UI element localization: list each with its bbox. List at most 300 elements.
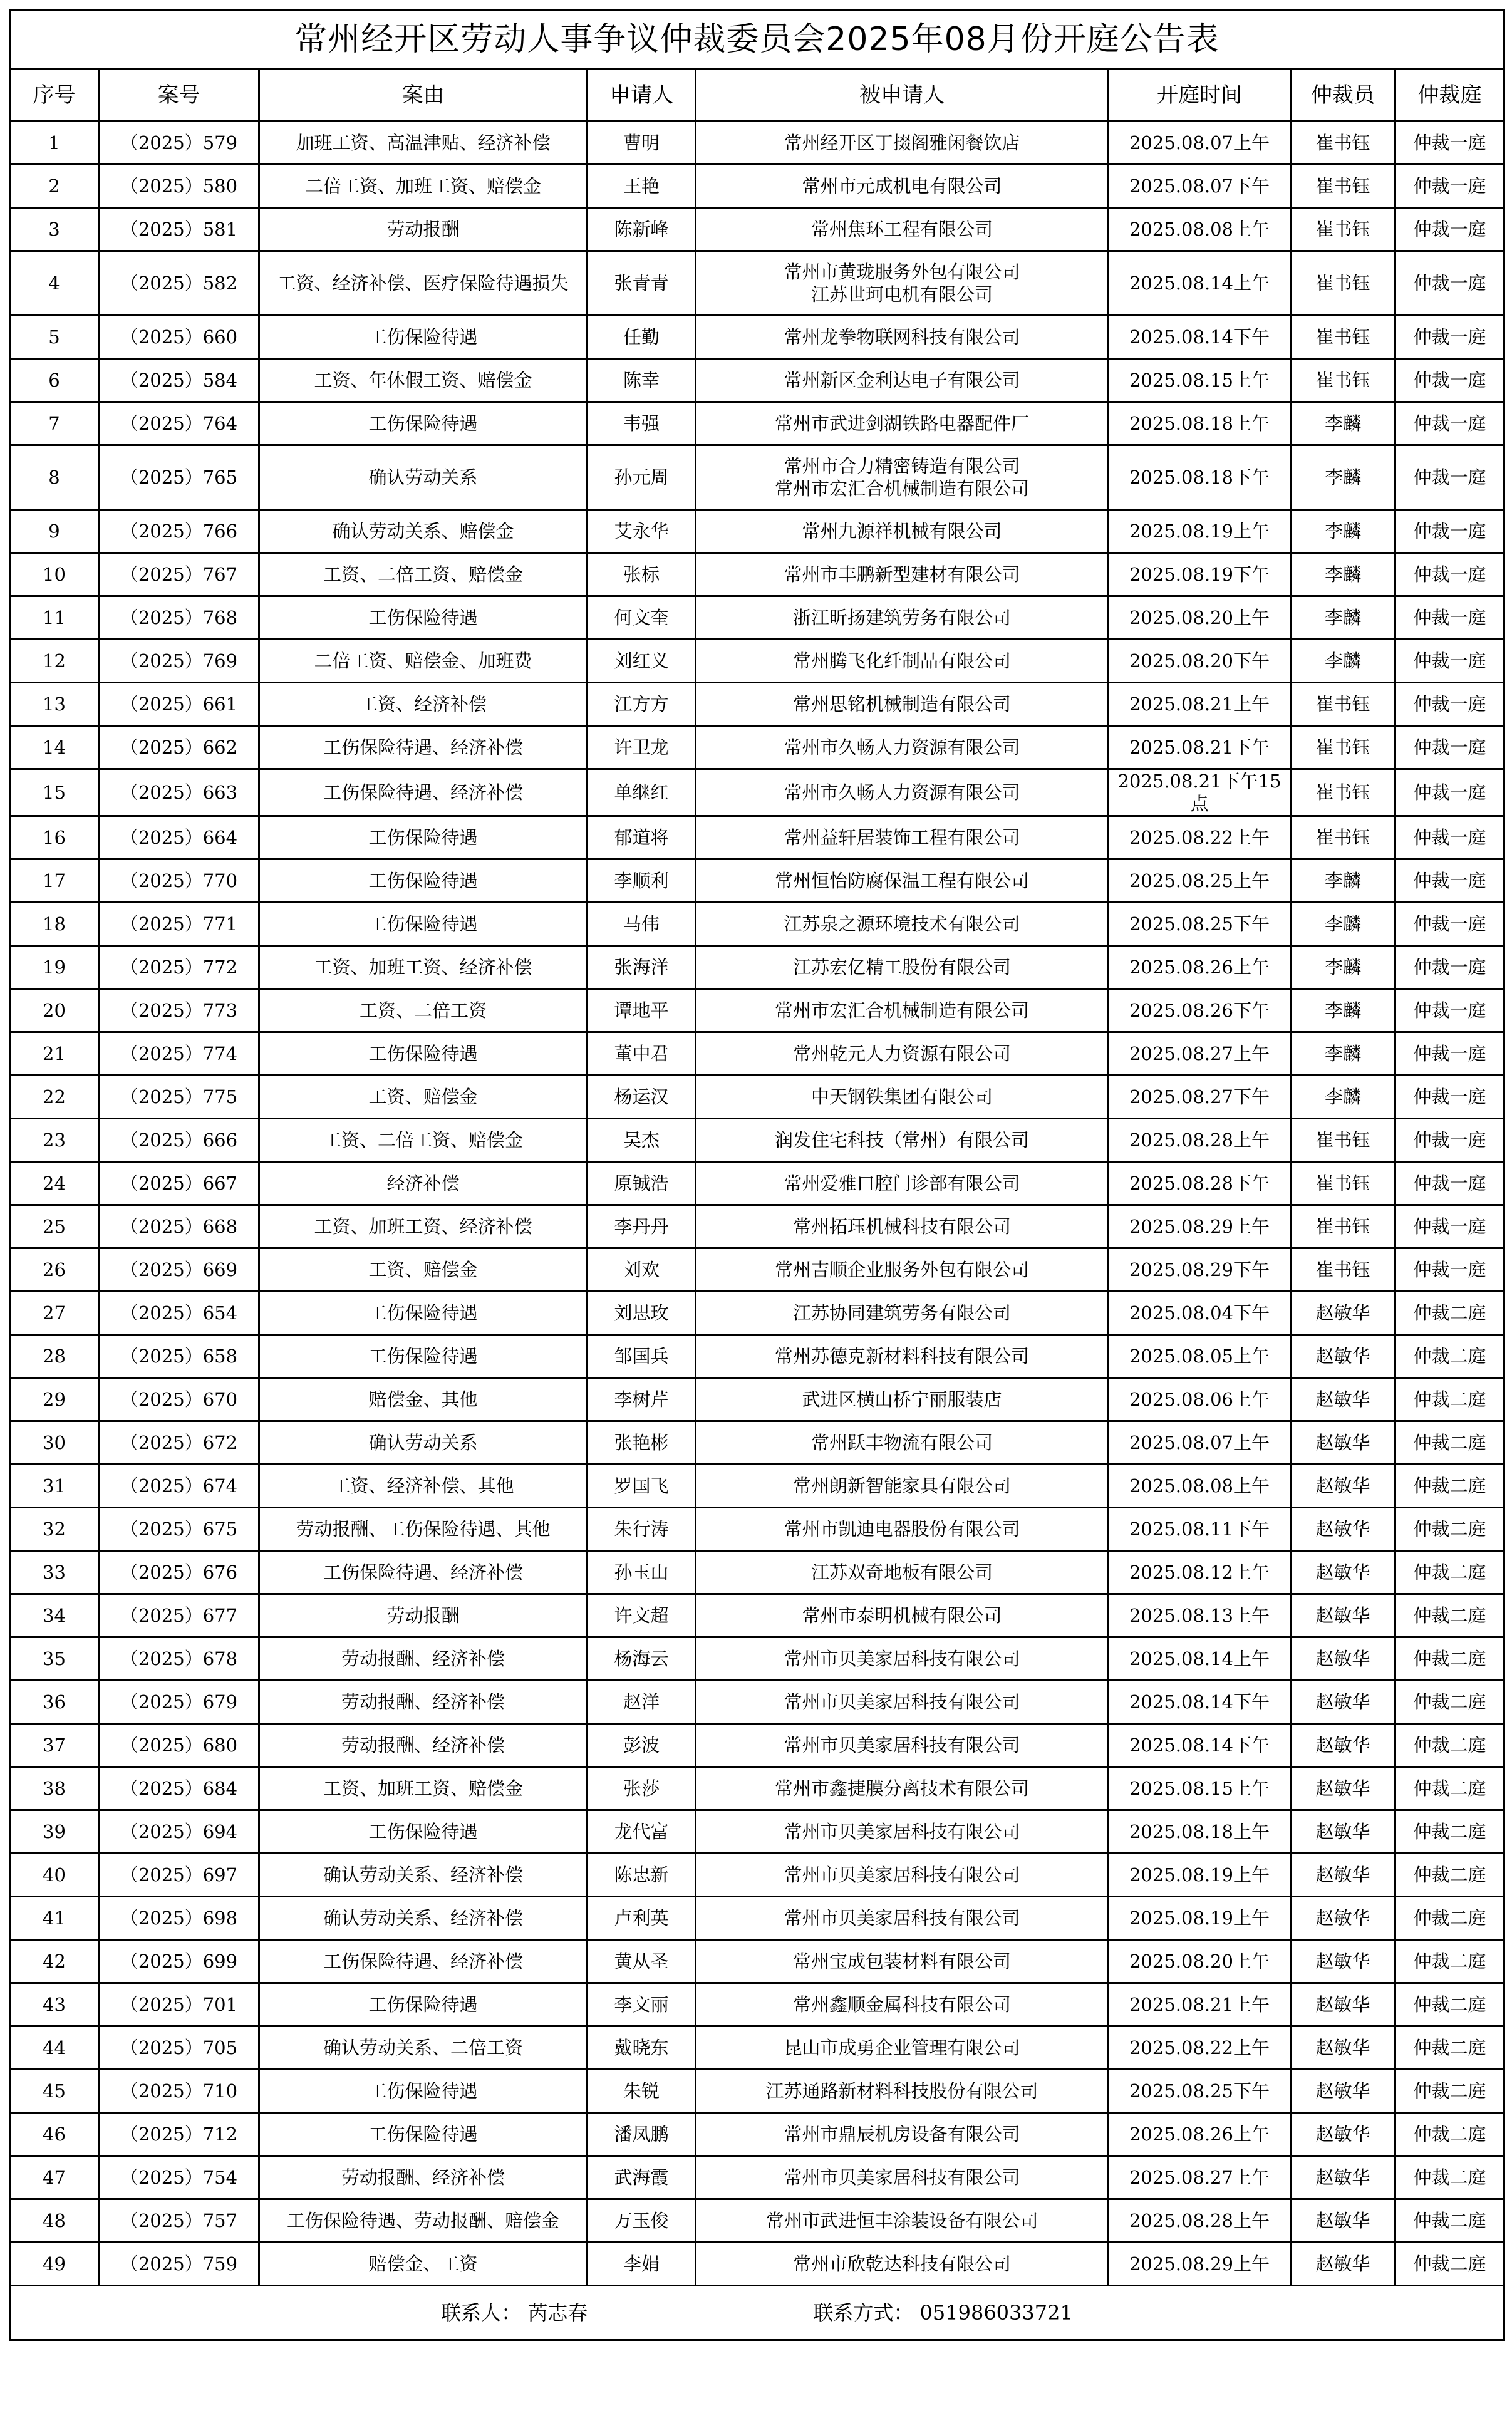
row-index: 31 [10, 1465, 99, 1508]
row-index: 7 [10, 402, 99, 445]
applicant-name: 李树芹 [588, 1378, 696, 1421]
applicant-name: 黄从圣 [588, 1940, 696, 1983]
case-number: （2025）766 [99, 510, 259, 553]
contact-person: 联系人： 芮志春 [441, 2301, 588, 2325]
applicant-name: 罗国飞 [588, 1465, 696, 1508]
applicant-name: 吴杰 [588, 1119, 696, 1162]
respondent-name [696, 1119, 1109, 1162]
respondent-name [696, 946, 1109, 989]
arbitrator-name: 李麟 [1291, 596, 1395, 640]
respondent-name [696, 402, 1109, 445]
hearing-time: 2025.08.19上午 [1109, 1897, 1291, 1940]
respondent-line: 常州市欣乾达科技有限公司 [792, 2253, 1011, 2275]
applicant-name: 何文奎 [588, 596, 696, 640]
respondent-name [696, 1983, 1109, 2026]
hearing-time: 2025.08.28上午 [1109, 1119, 1291, 1162]
case-cause: 工资、经济补偿、医疗保险待遇损失 [259, 251, 588, 316]
respondent-name [696, 1637, 1109, 1681]
respondent-name [696, 1594, 1109, 1637]
case-number: （2025）773 [99, 989, 259, 1032]
respondent-name [696, 1551, 1109, 1594]
applicant-name: 孙玉山 [588, 1551, 696, 1594]
respondent-name [696, 816, 1109, 859]
respondent-line: 常州市贝美家居科技有限公司 [784, 1735, 1020, 1756]
table-row [10, 1940, 1504, 1983]
row-index: 29 [10, 1378, 99, 1421]
applicant-name: 朱锐 [588, 2070, 696, 2113]
arbitrator-name: 赵敏华 [1291, 1292, 1395, 1335]
case-cause: 工伤保险待遇、经济补偿 [259, 726, 588, 769]
row-index: 35 [10, 1637, 99, 1681]
row-index: 22 [10, 1076, 99, 1119]
column-header-case-number: 案号 [99, 70, 259, 122]
hearing-time: 2025.08.21上午 [1109, 683, 1291, 726]
respondent-line: 常州爱雅口腔门诊部有限公司 [784, 1173, 1020, 1194]
applicant-name: 赵洋 [588, 1681, 696, 1724]
respondent-name [696, 1335, 1109, 1378]
applicant-name: 李娟 [588, 2243, 696, 2286]
tribunal-name: 仲裁一庭 [1395, 683, 1504, 726]
case-cause: 劳动报酬 [259, 1594, 588, 1637]
row-index: 12 [10, 640, 99, 683]
tribunal-name: 仲裁二庭 [1395, 1983, 1504, 2026]
case-cause: 劳动报酬、经济补偿 [259, 2156, 588, 2199]
table-row [10, 816, 1504, 859]
tribunal-name: 仲裁一庭 [1395, 903, 1504, 946]
row-index: 40 [10, 1854, 99, 1897]
case-number: （2025）661 [99, 683, 259, 726]
table-row [10, 208, 1504, 251]
respondent-line: 常州市黄珑服务外包有限公司 [784, 261, 1020, 283]
arbitrator-name: 赵敏华 [1291, 1810, 1395, 1854]
respondent-name [696, 903, 1109, 946]
row-index: 2 [10, 165, 99, 208]
row-index: 16 [10, 816, 99, 859]
hearing-time: 2025.08.22上午 [1109, 2026, 1291, 2070]
row-index: 47 [10, 2156, 99, 2199]
hearing-time: 2025.08.21下午15点 [1109, 769, 1291, 816]
case-number: （2025）670 [99, 1378, 259, 1421]
respondent-name [696, 1421, 1109, 1465]
table-row [10, 402, 1504, 445]
arbitrator-name: 崔书钰 [1291, 165, 1395, 208]
row-index: 45 [10, 2070, 99, 2113]
tribunal-name: 仲裁一庭 [1395, 445, 1504, 510]
case-cause: 工伤保险待遇 [259, 1810, 588, 1854]
respondent-line: 常州拓珏机械科技有限公司 [792, 1216, 1011, 1237]
row-index: 8 [10, 445, 99, 510]
column-header-hearing-time: 开庭时间 [1109, 70, 1291, 122]
table-row [10, 1421, 1504, 1465]
respondent-line: 常州市武进恒丰涂装设备有限公司 [765, 2210, 1038, 2231]
row-index: 17 [10, 859, 99, 903]
respondent-name [696, 1162, 1109, 1205]
respondent-name [696, 1854, 1109, 1897]
case-number: （2025）662 [99, 726, 259, 769]
arbitrator-name: 赵敏华 [1291, 1983, 1395, 2026]
hearing-time: 2025.08.25下午 [1109, 2070, 1291, 2113]
table-row [10, 1854, 1504, 1897]
table-row [10, 1335, 1504, 1378]
column-header-applicant: 申请人 [588, 70, 696, 122]
hearing-time: 2025.08.26下午 [1109, 989, 1291, 1032]
arbitrator-name: 李麟 [1291, 1032, 1395, 1076]
respondent-line: 江苏通路新材料科技股份有限公司 [765, 2080, 1038, 2102]
hearing-time: 2025.08.27下午 [1109, 1076, 1291, 1119]
case-cause: 工资、经济补偿 [259, 683, 588, 726]
hearing-time: 2025.08.07上午 [1109, 1421, 1291, 1465]
respondent-line: 常州市丰鹏新型建材有限公司 [784, 564, 1020, 585]
table-row [10, 122, 1504, 165]
column-header-arbitrator: 仲裁员 [1291, 70, 1395, 122]
respondent-line: 常州朗新智能家具有限公司 [792, 1475, 1011, 1497]
tribunal-name: 仲裁二庭 [1395, 1681, 1504, 1724]
tribunal-name: 仲裁一庭 [1395, 359, 1504, 402]
case-number: （2025）584 [99, 359, 259, 402]
case-cause: 赔偿金、工资 [259, 2243, 588, 2286]
case-cause: 工资、经济补偿、其他 [259, 1465, 588, 1508]
arbitrator-name: 崔书钰 [1291, 359, 1395, 402]
respondent-line: 常州市贝美家居科技有限公司 [784, 2167, 1020, 2188]
row-index: 20 [10, 989, 99, 1032]
hearing-time: 2025.08.19上午 [1109, 510, 1291, 553]
case-number: （2025）579 [99, 122, 259, 165]
respondent-name [696, 726, 1109, 769]
case-number: （2025）582 [99, 251, 259, 316]
table-row [10, 2156, 1504, 2199]
case-number: （2025）677 [99, 1594, 259, 1637]
column-header-cause: 案由 [259, 70, 588, 122]
case-number: （2025）678 [99, 1637, 259, 1681]
case-cause: 劳动报酬、工伤保险待遇、其他 [259, 1508, 588, 1551]
respondent-line: 常州市贝美家居科技有限公司 [784, 1821, 1020, 1842]
case-number: （2025）775 [99, 1076, 259, 1119]
respondent-name [696, 1767, 1109, 1810]
case-cause: 二倍工资、赔偿金、加班费 [259, 640, 588, 683]
tribunal-name: 仲裁二庭 [1395, 2113, 1504, 2156]
table-row [10, 1551, 1504, 1594]
row-index: 32 [10, 1508, 99, 1551]
arbitrator-name: 崔书钰 [1291, 316, 1395, 359]
tribunal-name: 仲裁一庭 [1395, 596, 1504, 640]
respondent-line: 江苏协同建筑劳务有限公司 [792, 1302, 1011, 1324]
hearing-time: 2025.08.08上午 [1109, 208, 1291, 251]
case-number: （2025）654 [99, 1292, 259, 1335]
table-row [10, 946, 1504, 989]
table-row [10, 1162, 1504, 1205]
respondent-line: 常州九源祥机械有限公司 [802, 521, 1002, 542]
row-index: 39 [10, 1810, 99, 1854]
tribunal-name: 仲裁一庭 [1395, 816, 1504, 859]
case-cause: 二倍工资、加班工资、赔偿金 [259, 165, 588, 208]
case-cause: 加班工资、高温津贴、经济补偿 [259, 122, 588, 165]
tribunal-name: 仲裁一庭 [1395, 726, 1504, 769]
applicant-name: 江方方 [588, 683, 696, 726]
arbitrator-name: 赵敏华 [1291, 2026, 1395, 2070]
case-cause: 工伤保险待遇、劳动报酬、赔偿金 [259, 2199, 588, 2243]
applicant-name: 曹明 [588, 122, 696, 165]
arbitrator-name: 赵敏华 [1291, 1335, 1395, 1378]
tribunal-name: 仲裁一庭 [1395, 946, 1504, 989]
respondent-line: 江苏双奇地板有限公司 [810, 1562, 993, 1583]
arbitrator-name: 赵敏华 [1291, 1637, 1395, 1681]
contact-phone: 联系方式： 051986033721 [813, 2301, 1073, 2325]
tribunal-name: 仲裁一庭 [1395, 1248, 1504, 1292]
tribunal-name: 仲裁二庭 [1395, 1551, 1504, 1594]
case-cause: 劳动报酬、经济补偿 [259, 1637, 588, 1681]
respondent-name [696, 1465, 1109, 1508]
case-cause: 工资、加班工资、赔偿金 [259, 1767, 588, 1810]
hearing-time: 2025.08.18上午 [1109, 1810, 1291, 1854]
row-index: 13 [10, 683, 99, 726]
tribunal-name: 仲裁一庭 [1395, 769, 1504, 816]
respondent-name [696, 251, 1109, 316]
arbitrator-name: 赵敏华 [1291, 2156, 1395, 2199]
applicant-name: 董中君 [588, 1032, 696, 1076]
hearing-time: 2025.08.13上午 [1109, 1594, 1291, 1637]
respondent-name [696, 316, 1109, 359]
case-number: （2025）580 [99, 165, 259, 208]
hearing-time: 2025.08.12上午 [1109, 1551, 1291, 1594]
table-row [10, 1897, 1504, 1940]
tribunal-name: 仲裁一庭 [1395, 1205, 1504, 1248]
applicant-name: 卢利英 [588, 1897, 696, 1940]
hearing-time: 2025.08.14下午 [1109, 1681, 1291, 1724]
applicant-name: 陈幸 [588, 359, 696, 402]
respondent-line: 中天钢铁集团有限公司 [810, 1086, 993, 1108]
case-number: （2025）663 [99, 769, 259, 816]
respondent-line: 常州腾飞化纤制品有限公司 [792, 650, 1011, 672]
case-number: （2025）694 [99, 1810, 259, 1854]
respondent-name [696, 445, 1109, 510]
applicant-name: 邹国兵 [588, 1335, 696, 1378]
table-row [10, 2026, 1504, 2070]
applicant-name: 谭地平 [588, 989, 696, 1032]
tribunal-name: 仲裁一庭 [1395, 1162, 1504, 1205]
arbitrator-name: 崔书钰 [1291, 1205, 1395, 1248]
table-row [10, 640, 1504, 683]
respondent-name [696, 2243, 1109, 2286]
arbitrator-name: 李麟 [1291, 1076, 1395, 1119]
table-row [10, 989, 1504, 1032]
applicant-name: 张青青 [588, 251, 696, 316]
tribunal-name: 仲裁一庭 [1395, 640, 1504, 683]
respondent-name [696, 1940, 1109, 1983]
respondent-line: 常州益轩居装饰工程有限公司 [784, 827, 1020, 848]
respondent-line: 常州市贝美家居科技有限公司 [784, 1864, 1020, 1886]
case-number: （2025）768 [99, 596, 259, 640]
case-number: （2025）705 [99, 2026, 259, 2070]
case-number: （2025）712 [99, 2113, 259, 2156]
hearing-time: 2025.08.20上午 [1109, 596, 1291, 640]
case-cause: 工资、二倍工资、赔偿金 [259, 1119, 588, 1162]
respondent-line: 常州市久畅人力资源有限公司 [784, 737, 1020, 758]
case-cause: 确认劳动关系、经济补偿 [259, 1854, 588, 1897]
case-number: （2025）679 [99, 1681, 259, 1724]
row-index: 49 [10, 2243, 99, 2286]
arbitrator-name: 赵敏华 [1291, 1551, 1395, 1594]
hearing-time: 2025.08.26上午 [1109, 946, 1291, 989]
case-number: （2025）684 [99, 1767, 259, 1810]
arbitrator-name: 李麟 [1291, 903, 1395, 946]
case-number: （2025）754 [99, 2156, 259, 2199]
applicant-name: 李顺利 [588, 859, 696, 903]
arbitrator-name: 赵敏华 [1291, 1681, 1395, 1724]
respondent-name [696, 1897, 1109, 1940]
respondent-name [696, 165, 1109, 208]
respondent-line: 江苏泉之源环境技术有限公司 [784, 913, 1020, 935]
arbitrator-name: 崔书钰 [1291, 1162, 1395, 1205]
case-cause: 确认劳动关系、赔偿金 [259, 510, 588, 553]
hearing-time: 2025.08.26上午 [1109, 2113, 1291, 2156]
respondent-line: 常州宝成包装材料有限公司 [792, 1951, 1011, 1972]
hearing-time: 2025.08.28下午 [1109, 1162, 1291, 1205]
case-cause: 赔偿金、其他 [259, 1378, 588, 1421]
applicant-name: 彭波 [588, 1724, 696, 1767]
respondent-line: 昆山市成勇企业管理有限公司 [784, 2037, 1020, 2058]
case-cause: 工伤保险待遇 [259, 859, 588, 903]
table-row [10, 596, 1504, 640]
row-index: 19 [10, 946, 99, 989]
applicant-name: 张标 [588, 553, 696, 596]
tribunal-name: 仲裁二庭 [1395, 2199, 1504, 2243]
respondent-line: 常州市合力精密铸造有限公司 [784, 455, 1020, 477]
applicant-name: 张莎 [588, 1767, 696, 1810]
tribunal-name: 仲裁一庭 [1395, 122, 1504, 165]
respondent-line: 常州市贝美家居科技有限公司 [784, 1648, 1020, 1669]
applicant-name: 刘欢 [588, 1248, 696, 1292]
arbitrator-name: 李麟 [1291, 445, 1395, 510]
case-cause: 工伤保险待遇 [259, 1292, 588, 1335]
respondent-line: 常州市鑫捷膜分离技术有限公司 [774, 1778, 1029, 1799]
respondent-line: 江苏宏亿精工股份有限公司 [792, 957, 1011, 978]
respondent-line: 常州龙拳物联网科技有限公司 [784, 326, 1020, 348]
respondent-name [696, 359, 1109, 402]
table-row [10, 251, 1504, 316]
respondent-name [696, 1032, 1109, 1076]
table-row [10, 165, 1504, 208]
hearing-time: 2025.08.27上午 [1109, 2156, 1291, 2199]
case-number: （2025）770 [99, 859, 259, 903]
applicant-name: 杨海云 [588, 1637, 696, 1681]
respondent-name [696, 553, 1109, 596]
case-number: （2025）674 [99, 1465, 259, 1508]
arbitrator-name: 崔书钰 [1291, 816, 1395, 859]
table-row [10, 2070, 1504, 2113]
respondent-line: 常州思铭机械制造有限公司 [792, 693, 1011, 715]
table-row [10, 859, 1504, 903]
respondent-name [696, 510, 1109, 553]
case-number: （2025）771 [99, 903, 259, 946]
applicant-name: 潘凤鹏 [588, 2113, 696, 2156]
applicant-name: 单继红 [588, 769, 696, 816]
case-cause: 工资、加班工资、经济补偿 [259, 1205, 588, 1248]
hearing-time: 2025.08.14上午 [1109, 1637, 1291, 1681]
case-number: （2025）767 [99, 553, 259, 596]
case-cause: 工资、赔偿金 [259, 1248, 588, 1292]
row-index: 26 [10, 1248, 99, 1292]
table-row [10, 1637, 1504, 1681]
case-number: （2025）668 [99, 1205, 259, 1248]
contact-footer [10, 2286, 1504, 2340]
tribunal-name: 仲裁二庭 [1395, 2070, 1504, 2113]
tribunal-name: 仲裁二庭 [1395, 1724, 1504, 1767]
column-header-index: 序号 [10, 70, 99, 122]
applicant-name: 李文丽 [588, 1983, 696, 2026]
row-index: 10 [10, 553, 99, 596]
table-row [10, 2199, 1504, 2243]
row-index: 34 [10, 1594, 99, 1637]
applicant-name: 艾永华 [588, 510, 696, 553]
row-index: 43 [10, 1983, 99, 2026]
case-cause: 工伤保险待遇 [259, 316, 588, 359]
table-row [10, 726, 1504, 769]
respondent-name [696, 1248, 1109, 1292]
hearing-time: 2025.08.29下午 [1109, 1248, 1291, 1292]
respondent-line: 常州市贝美家居科技有限公司 [784, 1691, 1020, 1713]
respondent-name [696, 1076, 1109, 1119]
applicant-name: 王艳 [588, 165, 696, 208]
case-number: （2025）672 [99, 1421, 259, 1465]
respondent-name [696, 1681, 1109, 1724]
row-index: 41 [10, 1897, 99, 1940]
hearing-time: 2025.08.25下午 [1109, 903, 1291, 946]
table-row [10, 1508, 1504, 1551]
applicant-name: 许卫龙 [588, 726, 696, 769]
applicant-name: 武海霞 [588, 2156, 696, 2199]
row-index: 38 [10, 1767, 99, 1810]
table-row [10, 683, 1504, 726]
case-cause: 工伤保险待遇 [259, 1335, 588, 1378]
case-cause: 工资、二倍工资 [259, 989, 588, 1032]
respondent-line: 常州市宏汇合机械制造有限公司 [774, 478, 1029, 499]
respondent-line: 常州市凯迪电器股份有限公司 [784, 1518, 1020, 1540]
case-cause: 工资、加班工资、经济补偿 [259, 946, 588, 989]
case-cause: 经济补偿 [259, 1162, 588, 1205]
arbitrator-name: 赵敏华 [1291, 2243, 1395, 2286]
arbitrator-name: 崔书钰 [1291, 208, 1395, 251]
table-row [10, 510, 1504, 553]
applicant-name: 杨运汉 [588, 1076, 696, 1119]
table-row [10, 1378, 1504, 1421]
arbitrator-name: 李麟 [1291, 640, 1395, 683]
hearing-time: 2025.08.15上午 [1109, 359, 1291, 402]
row-index: 42 [10, 1940, 99, 1983]
hearing-time: 2025.08.15上午 [1109, 1767, 1291, 1810]
respondent-name [696, 2156, 1109, 2199]
tribunal-name: 仲裁二庭 [1395, 1767, 1504, 1810]
hearing-schedule-table [9, 9, 1505, 2341]
tribunal-name: 仲裁一庭 [1395, 251, 1504, 316]
case-cause: 工伤保险待遇 [259, 1032, 588, 1076]
row-index: 11 [10, 596, 99, 640]
row-index: 4 [10, 251, 99, 316]
respondent-name [696, 2113, 1109, 2156]
announcement-sheet [9, 9, 1503, 2341]
applicant-name: 李丹丹 [588, 1205, 696, 1248]
arbitrator-name: 赵敏华 [1291, 2070, 1395, 2113]
hearing-time: 2025.08.22上午 [1109, 816, 1291, 859]
table-row [10, 1810, 1504, 1854]
tribunal-name: 仲裁一庭 [1395, 316, 1504, 359]
case-number: （2025）759 [99, 2243, 259, 2286]
table-row [10, 903, 1504, 946]
arbitrator-name: 赵敏华 [1291, 1854, 1395, 1897]
arbitrator-name: 赵敏华 [1291, 1378, 1395, 1421]
tribunal-name: 仲裁一庭 [1395, 402, 1504, 445]
row-index: 15 [10, 769, 99, 816]
respondent-line: 武进区横山桥宁丽服装店 [802, 1389, 1002, 1410]
